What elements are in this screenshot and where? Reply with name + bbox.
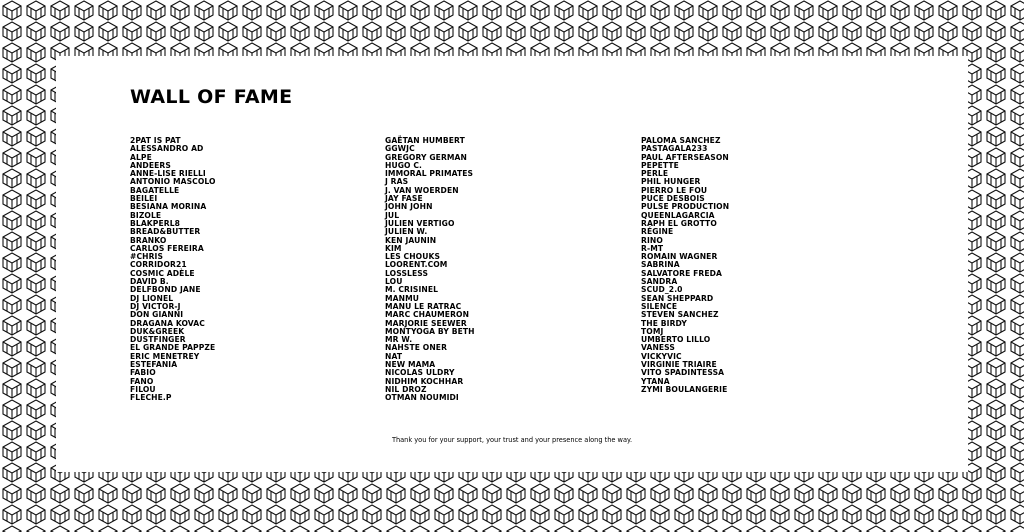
page-title: WALL OF FAME <box>130 86 293 108</box>
name-list-item: DON GIANNI <box>130 310 184 320</box>
name-list-item: DJ LIONEL <box>130 293 174 303</box>
name-list-item: KEN JAUNIN <box>385 235 437 245</box>
name-list-item: JAY FASE <box>385 194 423 204</box>
name-list-item: PERLE <box>641 169 669 179</box>
name-list-item: BLAKPERL8 <box>130 218 181 228</box>
name-list-item: 2PAT IS PAT <box>130 136 181 145</box>
name-list-item: TOMJ <box>641 326 664 336</box>
name-list-item: PIERRO LE FOU <box>641 185 708 195</box>
name-list-item: PALOMA SANCHEZ <box>641 136 721 145</box>
name-list-item: LOSSLESS <box>385 268 429 278</box>
name-list-item: BESIANA MORINA <box>130 202 207 212</box>
name-list-item: GREGORY GERMAN <box>385 152 467 162</box>
name-list-item: FLECHE.P <box>130 393 172 403</box>
name-list-item: FANO <box>130 376 154 386</box>
name-list-item: DJ VICTOR-J <box>130 301 181 311</box>
name-list-item: NEW MAMA <box>385 360 436 370</box>
name-list-item: VICKYVIC <box>641 351 682 361</box>
name-list-item: NICOLAS ULDRY <box>385 368 455 378</box>
name-list-item: JULIEN W. <box>385 227 428 237</box>
name-list-item: ZYMI BOULANGERIE <box>641 384 728 394</box>
name-list-item: BIZOLE <box>130 210 162 220</box>
name-list-item: PEPETTE <box>641 160 679 170</box>
names-column-1 <box>130 137 216 403</box>
name-list-item: ROMAIN WAGNER <box>641 252 718 262</box>
names-column-2 <box>385 137 475 403</box>
name-list-item: HUGO C. <box>385 160 423 170</box>
name-list-item: QUEENLAGARCIA <box>641 210 715 220</box>
name-list-item: LES CHOUKS <box>385 252 441 262</box>
name-list-item: DELFBOND JANE <box>130 285 201 295</box>
name-list-item: MR W. <box>385 335 413 345</box>
name-list-item: YTANA <box>641 376 670 386</box>
name-list-item: SALVATORE FREDA <box>641 268 723 278</box>
names-column-3 <box>641 137 729 394</box>
name-list-item: DUSTFINGER <box>130 335 186 345</box>
name-list-item: FABIO <box>130 368 156 378</box>
name-list-item: MANU LE RATRAC <box>385 301 462 311</box>
name-list-item: OTMAN NOUMIDI <box>385 393 459 403</box>
name-list-item: JUL <box>385 210 400 220</box>
name-list-item: SCUD_2.0 <box>641 285 683 295</box>
name-list-item: PUCE DESBOIS <box>641 194 705 204</box>
name-list-item: VANESS <box>641 343 675 353</box>
name-list-item: PAUL AFTERSEASON <box>641 152 729 162</box>
name-list-item: RÉGINE <box>641 227 674 237</box>
name-list-item: DUK&GREEK <box>130 326 185 336</box>
name-list-item: SEAN SHEPPARD <box>641 293 714 303</box>
thank-you-message: Thank you for your support, your trust and your presence along the way. <box>391 436 633 444</box>
name-list-item: UMBERTO LILLO <box>641 335 711 345</box>
name-list-item: PULSE PRODUCTION <box>641 202 730 212</box>
name-list-item: MARJORIE SEEWER <box>385 318 467 328</box>
name-list-item: MARC CHAUMERON <box>385 310 470 320</box>
name-list-item: GAËTAN HUMBERT <box>385 136 465 145</box>
name-list-item: BEILEI <box>130 194 158 204</box>
name-list-item: BAGATELLE <box>130 185 180 195</box>
name-list-item: R-MT <box>641 243 664 253</box>
name-list-item: ANTONIO MASCOLO <box>130 177 216 187</box>
name-list-item: VIRGINIE TRIAIRE <box>641 360 717 370</box>
name-list-item: NAHSTE ONER <box>385 343 448 353</box>
name-list-item: BREAD&BUTTER <box>130 227 201 237</box>
name-list-item: PASTAGALA233 <box>641 144 708 154</box>
name-list-item: ESTEFANIA <box>130 360 178 370</box>
name-list-item: MANMU <box>385 293 420 303</box>
name-list-item: CORRIDOR21 <box>130 260 187 270</box>
name-list-item: KIM <box>385 243 402 253</box>
name-list-item: LOORENT.COM <box>385 260 448 270</box>
name-list-item: GGWJC <box>385 144 415 154</box>
name-list-item: RINO <box>641 235 663 245</box>
name-list-item: JOHN JOHN <box>385 202 433 212</box>
name-list-item: THE BIRDY <box>641 318 687 328</box>
name-list-item: BRANKO <box>130 235 167 245</box>
name-list-item: COSMIC ADÈLE <box>130 268 195 278</box>
name-list-item: J RAS <box>385 177 409 187</box>
name-list-item: SANDRA <box>641 277 678 287</box>
name-list-item: ANDEERS <box>130 160 171 170</box>
name-list-item: J. VAN WOERDEN <box>385 185 459 195</box>
name-list-item: MONTYOGA BY BETH <box>385 326 475 336</box>
name-list-item: SILENCE <box>641 301 678 311</box>
name-list-item: FILOU <box>130 384 156 394</box>
name-list-item: ANNE-LISE RIELLI <box>130 169 206 179</box>
name-list-item: ALPE <box>130 152 152 162</box>
name-list-item: DAVID B. <box>130 277 169 287</box>
name-list-item: STEVEN SANCHEZ <box>641 310 719 320</box>
name-list-item: IMMORAL PRIMATES <box>385 169 474 179</box>
name-list-item: RAPH EL GROTTO <box>641 218 717 228</box>
name-list-item: CARLOS FEREIRA <box>130 243 204 253</box>
name-list-item: M. CRISINEL <box>385 285 439 295</box>
name-list-item: NIDHIM KOCHHAR <box>385 376 464 386</box>
name-list-item: ALESSANDRO AD <box>130 144 204 154</box>
name-list-item: NIL DROZ <box>385 384 427 394</box>
name-list-item: PHIL HUNGER <box>641 177 701 187</box>
name-list-item: NAT <box>385 351 403 361</box>
name-list-item: SABRINA <box>641 260 680 270</box>
name-list-item: VITO SPADINTESSA <box>641 368 725 378</box>
name-list-item: EL GRANDE PAPPZE <box>130 343 216 353</box>
name-list-item: DRAGANA KOVAC <box>130 318 205 328</box>
name-list-item: ERIC MENETREY <box>130 351 200 361</box>
name-list-item: #CHRIS <box>130 252 164 262</box>
name-list-item: LOU <box>385 277 403 287</box>
wall-of-fame-panel <box>56 56 968 472</box>
name-list-item: JULIEN VERTIGO <box>385 218 455 228</box>
